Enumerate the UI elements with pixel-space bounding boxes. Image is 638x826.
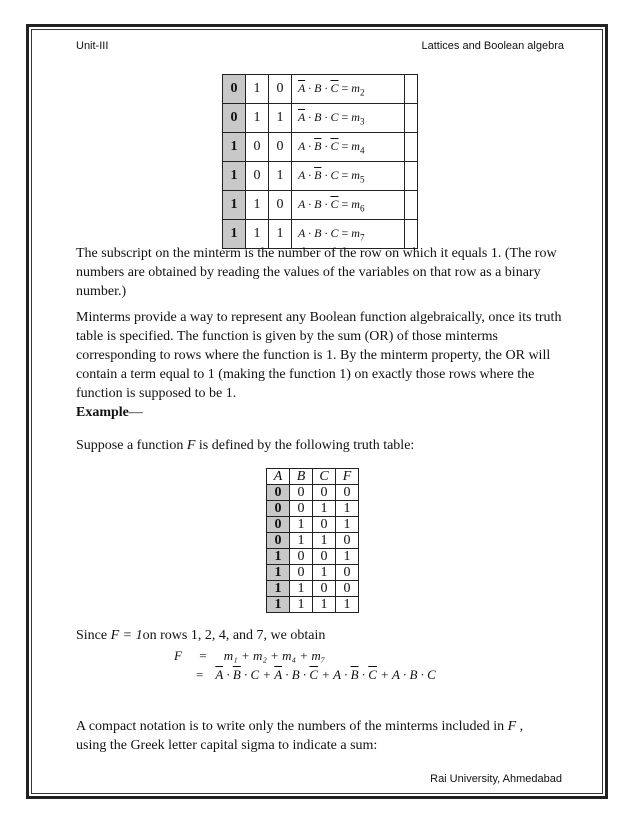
truth-table-row (267, 501, 359, 517)
minterm-row (223, 133, 418, 162)
since-eq: F = 1 (110, 628, 143, 643)
truth-table-row (267, 581, 359, 597)
minterm-cell-a: 0 (223, 75, 246, 104)
minterm-blank-cell (405, 162, 418, 191)
minterm-cell-c: 0 (269, 133, 292, 162)
equation-sum-minterms: m₁ + m₂ + m₄ + m₇ (223, 648, 326, 663)
minterm-m: m (351, 109, 360, 124)
minterm-row (223, 75, 418, 104)
truth-table-cell: 0 (267, 501, 290, 517)
truth-table-cell: 0 (267, 485, 290, 501)
truth-table-cell: 1 (336, 501, 359, 517)
truth-table-row (267, 549, 359, 565)
minterm-blank-cell (405, 191, 418, 220)
minterm-cell-c: 0 (269, 191, 292, 220)
truth-table-cell: 1 (313, 597, 336, 613)
truth-table-cell: 1 (267, 549, 290, 565)
since-pre: Since (76, 628, 111, 643)
truth-table-cell: 0 (290, 565, 313, 581)
truth-table-cell: 1 (313, 501, 336, 517)
truth-table-cell: 1 (313, 565, 336, 581)
since-post: on rows 1, 2, 4, and 7, we obtain (142, 628, 326, 643)
paragraph-suppose (76, 436, 564, 455)
paragraph-minterms: Minterms provide a way to represent any Boolean function algebraically, once its truth table is specified. The function is given by the sum (OR) of those minterms corresponding to rows where the function is 1. By the minterm property, the OR will contain a term equal to 1 (making the function 1) on exactly those rows where the function is supposed to be 1. (76, 310, 562, 401)
footer-university: Rai University, Ahmedabad (430, 773, 562, 785)
paragraph-compact (76, 717, 564, 755)
minterm-subscript: 7 (359, 232, 365, 243)
minterm-cell-a: 1 (223, 191, 246, 220)
truth-table-cell: 0 (313, 581, 336, 597)
truth-table-header: C (313, 469, 336, 485)
minterm-cell-a: 1 (223, 220, 246, 249)
truth-table-cell: 1 (290, 581, 313, 597)
truth-table-header: A (267, 469, 290, 485)
truth-table-cell: 1 (267, 565, 290, 581)
minterm-subscript: 3 (359, 116, 365, 127)
truth-table-cell: 0 (290, 549, 313, 565)
truth-table-cell: 0 (336, 485, 359, 501)
minterm-cell-c: 0 (269, 75, 292, 104)
truth-table (266, 468, 359, 613)
header-title: Lattices and Boolean algebra (421, 40, 564, 52)
minterm-m: m (351, 225, 360, 240)
example-dash: — (128, 405, 143, 420)
minterm-m: m (351, 167, 360, 182)
minterm-m: m (351, 80, 360, 95)
minterm-subscript: 6 (359, 203, 365, 214)
minterm-subscript: 4 (359, 145, 365, 156)
minterm-cell-c: 1 (269, 162, 292, 191)
truth-table-cell: 0 (267, 517, 290, 533)
suppose-pre: Suppose a function (76, 438, 187, 453)
truth-table-cell: 1 (313, 533, 336, 549)
example-heading (76, 405, 143, 421)
minterm-expression: $A \cdot \overline{B} \cdot C = m_5$ (292, 162, 405, 191)
equation-line-2 (196, 667, 436, 683)
minterm-blank-cell (405, 133, 418, 162)
paragraph-subscript: The subscript on the minterm is the number of the row on which it equals 1. (The row numbers are obtained by reading the values of the variables on that row as a binary number.) (76, 246, 557, 299)
example-label: Example (76, 405, 129, 420)
compact-pre: A compact notation is to write only the numbers of the minterms included in (76, 719, 508, 734)
truth-table-cell: 1 (267, 581, 290, 597)
truth-table-row (267, 597, 359, 613)
compact-var: F (507, 719, 517, 734)
truth-table-cell: 1 (290, 533, 313, 549)
compact-line2: using the Greek letter capital sigma to indicate a sum: (76, 738, 378, 753)
minterm-expression: $A \cdot B \cdot \overline{C} = m_6$ (292, 191, 405, 220)
truth-table-cell: 0 (290, 485, 313, 501)
truth-table-cell: 0 (267, 533, 290, 549)
truth-table-cell: 0 (313, 485, 336, 501)
minterm-cell-b: 1 (246, 191, 269, 220)
minterm-cell-b: 1 (246, 75, 269, 104)
minterm-expression: $\overline{A} \cdot B \cdot \overline{C} = m_2$ (292, 75, 405, 104)
minterm-cell-a: 0 (223, 104, 246, 133)
minterm-subscript: 5 (359, 174, 365, 185)
minterm-row (223, 191, 418, 220)
minterm-cell-a: 1 (223, 133, 246, 162)
minterm-blank-cell (405, 104, 418, 133)
equation-line-1 (174, 648, 325, 664)
truth-table-cell: 0 (336, 533, 359, 549)
truth-table-cell: 0 (336, 565, 359, 581)
minterm-expression: $A \cdot \overline{B} \cdot \overline{C} = m_4$ (292, 133, 405, 162)
truth-table-row (267, 485, 359, 501)
minterm-cell-c: 1 (269, 104, 292, 133)
header-unit: Unit-III (76, 40, 109, 52)
truth-table-cell: 1 (336, 549, 359, 565)
truth-table-cell: 1 (290, 517, 313, 533)
truth-table-cell: 0 (336, 581, 359, 597)
truth-table-cell: 0 (313, 549, 336, 565)
equation-eq-2: = (196, 667, 204, 682)
equation-expanded: $\overline{A} \cdot \overline{B} \cdot C + \overline{A} \cdot B \cdot \overline{C} + A \cdot \overline{B} \cdot \overline{C} + A \cdot B \cdot C$ (215, 667, 436, 682)
paragraph-since (76, 626, 564, 645)
minterm-cell-c: 1 (269, 220, 292, 249)
minterm-row (223, 162, 418, 191)
truth-table-cell: 0 (290, 501, 313, 517)
truth-table-row (267, 517, 359, 533)
truth-table-cell: 0 (313, 517, 336, 533)
truth-table-cell: 1 (336, 597, 359, 613)
minterm-subscript: 2 (359, 87, 365, 98)
equation-lhs: F (174, 648, 182, 663)
minterm-expression: $A \cdot B \cdot C = m_7$ (292, 220, 405, 249)
minterm-m: m (351, 138, 360, 153)
truth-table-header: F (336, 469, 359, 485)
truth-table-cell: 1 (267, 597, 290, 613)
minterm-blank-cell (405, 75, 418, 104)
truth-table-row (267, 533, 359, 549)
minterm-cell-b: 0 (246, 162, 269, 191)
minterm-table (222, 74, 418, 249)
minterm-expression: $\overline{A} \cdot B \cdot C = m_3$ (292, 104, 405, 133)
minterm-cell-a: 1 (223, 162, 246, 191)
suppose-var: F (186, 438, 196, 453)
compact-post: , (516, 719, 524, 734)
minterm-cell-b: 1 (246, 220, 269, 249)
truth-table-cell: 1 (336, 517, 359, 533)
minterm-m: m (351, 196, 360, 211)
suppose-post: is defined by the following truth table: (195, 438, 415, 453)
equation-eq-1: = (199, 648, 207, 663)
truth-table-cell: 1 (290, 597, 313, 613)
minterm-cell-b: 0 (246, 133, 269, 162)
truth-table-row (267, 565, 359, 581)
truth-table-header: B (290, 469, 313, 485)
minterm-cell-b: 1 (246, 104, 269, 133)
minterm-row (223, 104, 418, 133)
